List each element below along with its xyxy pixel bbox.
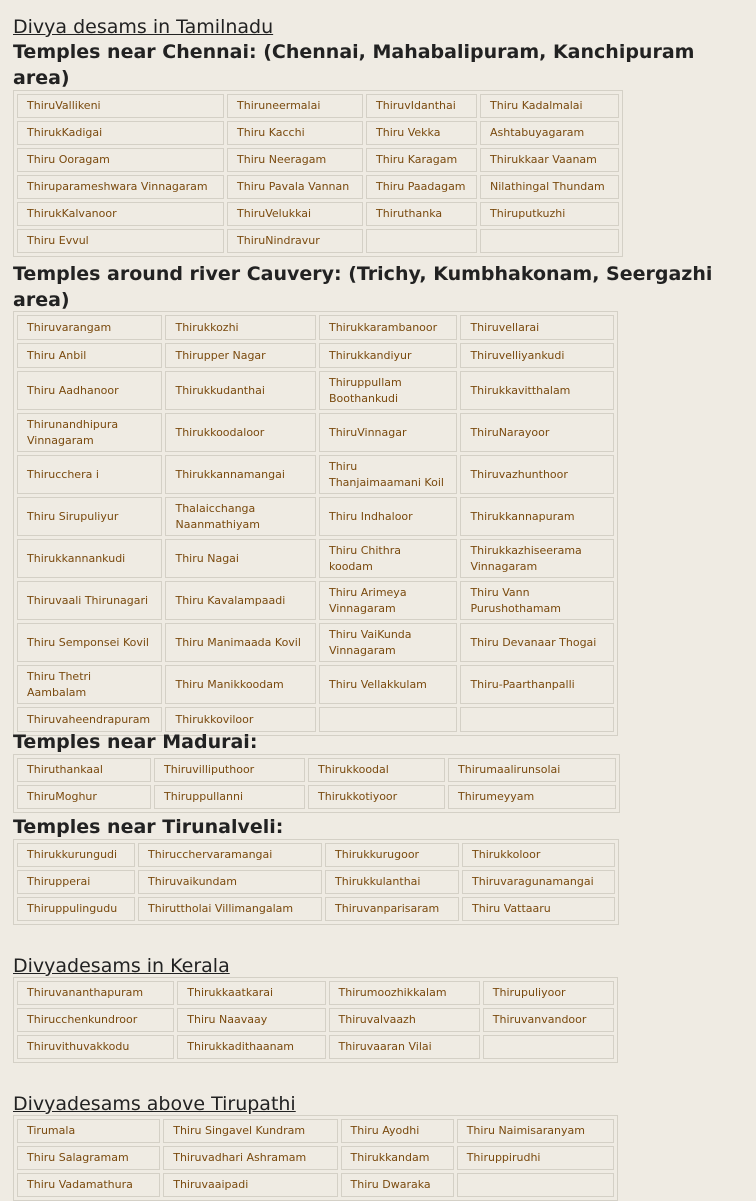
temple-link[interactable]: Ashtabuyagaram: [480, 121, 619, 145]
temple-link[interactable]: Thirukkannapuram: [460, 497, 614, 536]
temple-link[interactable]: Thiruputkuzhi: [480, 202, 619, 226]
table-row: [17, 229, 619, 253]
table-row: [17, 175, 619, 199]
temple-link[interactable]: Thiru Naimisaranyam: [457, 1119, 614, 1143]
temple-link[interactable]: Thiruvaragunamangai: [462, 870, 615, 894]
temple-link[interactable]: Nilathingal Thundam: [480, 175, 619, 199]
temple-link[interactable]: Thirukkoodaloor: [165, 413, 316, 452]
temple-link[interactable]: Thiru Vattaaru: [462, 897, 615, 921]
temple-link[interactable]: Thiruvelliyankudi: [460, 343, 614, 368]
temple-link[interactable]: ThiruNindravur: [227, 229, 363, 253]
temple-link[interactable]: Thiruvaheendrapuram: [17, 707, 162, 732]
table-row: [17, 121, 619, 145]
table-row: [17, 371, 614, 410]
temple-link[interactable]: ThirukKadigai: [17, 121, 224, 145]
temple-link[interactable]: Thirukkoodal: [308, 758, 445, 782]
cauvery-heading-rest: (Trichy, Kumbhakonam, Seergazhi area): [13, 263, 713, 311]
temple-link[interactable]: Thiru Naavaay: [177, 1008, 325, 1032]
temple-link[interactable]: Thiru VaiKunda Vinnagaram: [319, 623, 457, 662]
cauvery-heading-bold: Temples around river Cauvery:: [13, 263, 342, 285]
table-row: [17, 1119, 614, 1143]
temple-link[interactable]: Thiruvaaipadi: [163, 1173, 337, 1197]
temple-link[interactable]: Thiru Evvul: [17, 229, 224, 253]
temple-link[interactable]: Thirumoozhikkalam: [329, 981, 480, 1005]
kerala-temples-table: [13, 977, 618, 1063]
temple-link[interactable]: Thiru Ayodhi: [341, 1119, 454, 1143]
temple-link[interactable]: ThiruMoghur: [17, 785, 151, 809]
temple-link[interactable]: Thiruppullanni: [154, 785, 305, 809]
temple-link[interactable]: Thirumaalirunsolai: [448, 758, 616, 782]
table-row: [17, 1008, 614, 1032]
temple-link[interactable]: Thirukkannankudi: [17, 539, 162, 578]
table-row: [17, 455, 614, 494]
temple-link[interactable]: Thiruparameshwara Vinnagaram: [17, 175, 224, 199]
temple-link[interactable]: Thiruvanparisaram: [325, 897, 459, 921]
temple-link[interactable]: Thiru Aadhanoor: [17, 371, 162, 410]
temple-link[interactable]: Thirukkotiyoor: [308, 785, 445, 809]
table-row: [17, 94, 619, 118]
temple-link[interactable]: Thiru Salagramam: [17, 1146, 160, 1170]
table-row: [17, 1146, 614, 1170]
temple-link[interactable]: Thiru Paadagam: [366, 175, 477, 199]
temple-link[interactable]: Thiruvilliputhoor: [154, 758, 305, 782]
empty-cell: [457, 1173, 614, 1197]
table-row: [17, 413, 614, 452]
table-row: [17, 581, 614, 620]
table-row: [17, 665, 614, 704]
temple-link[interactable]: Thiruvadhari Ashramam: [163, 1146, 337, 1170]
temple-link[interactable]: Thiruppullam Boothankudi: [319, 371, 457, 410]
temple-link[interactable]: Thiru Vann Purushothamam: [460, 581, 614, 620]
temple-link[interactable]: Thiru Devanaar Thogai: [460, 623, 614, 662]
table-row: [17, 1173, 614, 1197]
tirunalveli-heading-bold: Temples near Tirunalveli:: [13, 816, 284, 838]
temple-link[interactable]: Tirumala: [17, 1119, 160, 1143]
temple-link[interactable]: Thirukkurungudi: [17, 843, 135, 867]
temple-link[interactable]: ThiruNarayoor: [460, 413, 614, 452]
tirunalveli-temples-table: [13, 839, 619, 925]
temple-link[interactable]: Thirukkavitthalam: [460, 371, 614, 410]
temple-link[interactable]: Thiruppulingudu: [17, 897, 135, 921]
table-row: [17, 202, 619, 226]
temple-link[interactable]: Thirukkaatkarai: [177, 981, 325, 1005]
temple-link[interactable]: Thiruthanka: [366, 202, 477, 226]
temple-link[interactable]: Thirukkozhi: [165, 315, 316, 340]
temple-link[interactable]: Thiru Ooragam: [17, 148, 224, 172]
temple-link[interactable]: Thiru Singavel Kundram: [163, 1119, 337, 1143]
table-row: [17, 315, 614, 340]
temple-link[interactable]: Thiru Kacchi: [227, 121, 363, 145]
empty-cell: [480, 229, 619, 253]
chennai-heading: [13, 39, 743, 91]
tamilnadu-title: Divya desams in Tamilnadu: [13, 16, 274, 38]
temple-link[interactable]: Thirukkurugoor: [325, 843, 459, 867]
temple-link[interactable]: Thiruvaaran Vilai: [329, 1035, 480, 1059]
temple-link[interactable]: Thiru Vellakkulam: [319, 665, 457, 704]
temple-link[interactable]: Thiru Manikkoodam: [165, 665, 316, 704]
temple-link[interactable]: Thirukkadithaanam: [177, 1035, 325, 1059]
temple-link[interactable]: Thiru Anbil: [17, 343, 162, 368]
table-row: [17, 981, 614, 1005]
tirupathi-temples-table: [13, 1115, 618, 1201]
temple-link[interactable]: Thiru Semponsei Kovil: [17, 623, 162, 662]
temple-link[interactable]: Thirukkazhiseerama Vinnagaram: [460, 539, 614, 578]
temple-link[interactable]: Thiruttholai Villimangalam: [138, 897, 322, 921]
table-row: [17, 1035, 614, 1059]
temple-link[interactable]: Thiru Vadamathura: [17, 1173, 160, 1197]
temple-link[interactable]: Thiruppirudhi: [457, 1146, 614, 1170]
temple-link[interactable]: Thirukkandam: [341, 1146, 454, 1170]
temple-link[interactable]: Thalaicchanga Naanmathiyam: [165, 497, 316, 536]
temple-link[interactable]: ThirukKalvanoor: [17, 202, 224, 226]
temple-link[interactable]: Thiru Karagam: [366, 148, 477, 172]
temple-link[interactable]: Thirupper Nagar: [165, 343, 316, 368]
tirunalveli-heading: [13, 814, 743, 840]
temple-link[interactable]: Thiru Neeragam: [227, 148, 363, 172]
temple-link[interactable]: ThiruVinnagar: [319, 413, 457, 452]
temple-link[interactable]: Thirukkaar Vaanam: [480, 148, 619, 172]
temple-link[interactable]: Thirucchenkundroor: [17, 1008, 174, 1032]
temple-link[interactable]: Thiru Chithra koodam: [319, 539, 457, 578]
table-row: [17, 897, 615, 921]
temple-link[interactable]: Thirupperai: [17, 870, 135, 894]
temple-link[interactable]: Thirucchervaramangai: [138, 843, 322, 867]
temple-link[interactable]: ThiruVallikeni: [17, 94, 224, 118]
temple-link[interactable]: Thiru Thanjaimaamani Koil: [319, 455, 457, 494]
temple-link[interactable]: Thirukkarambanoor: [319, 315, 457, 340]
temple-link[interactable]: Thiruvazhunthoor: [460, 455, 614, 494]
temple-link[interactable]: Thiruvellarai: [460, 315, 614, 340]
kerala-title: Divyadesams in Kerala: [13, 955, 230, 977]
temple-link[interactable]: Thiruvithuvakkodu: [17, 1035, 174, 1059]
temple-link[interactable]: Thiruneermalai: [227, 94, 363, 118]
temple-link[interactable]: Thiru Arimeya Vinnagaram: [319, 581, 457, 620]
tirupathi-title: Divyadesams above Tirupathi: [13, 1093, 296, 1115]
temple-link[interactable]: Thiruvarangam: [17, 315, 162, 340]
table-row: [17, 343, 614, 368]
temple-link[interactable]: Thiruvaikundam: [138, 870, 322, 894]
temple-link[interactable]: Thiruvalvaazh: [329, 1008, 480, 1032]
table-row: [17, 785, 616, 809]
temple-link[interactable]: Thiru Kavalampaadi: [165, 581, 316, 620]
table-row: [17, 148, 619, 172]
temple-link[interactable]: Thiruvaali Thirunagari: [17, 581, 162, 620]
empty-cell: [366, 229, 477, 253]
temple-link[interactable]: Thiru Nagai: [165, 539, 316, 578]
table-row: [17, 623, 614, 662]
temple-link[interactable]: ThiruVelukkai: [227, 202, 363, 226]
madurai-heading-bold: Temples near Madurai:: [13, 731, 258, 753]
temple-link[interactable]: Thiru Sirupuliyur: [17, 497, 162, 536]
temple-link[interactable]: Thirukkandiyur: [319, 343, 457, 368]
temple-link[interactable]: Thirukkoviloor: [165, 707, 316, 732]
cauvery-heading: [13, 261, 743, 313]
temple-link[interactable]: Thirumeyyam: [448, 785, 616, 809]
temple-link[interactable]: Thiru Vekka: [366, 121, 477, 145]
temple-link[interactable]: Thiru Pavala Vannan: [227, 175, 363, 199]
temple-link[interactable]: Thiru Indhaloor: [319, 497, 457, 536]
temple-link[interactable]: Thiru Kadalmalai: [480, 94, 619, 118]
temple-link[interactable]: Thiruvananthapuram: [17, 981, 174, 1005]
temple-link[interactable]: Thiruvanvandoor: [483, 1008, 614, 1032]
temple-link[interactable]: Thirukkoloor: [462, 843, 615, 867]
madurai-temples-table: [13, 754, 620, 813]
table-row: [17, 758, 616, 782]
temple-link[interactable]: Thirukkannamangai: [165, 455, 316, 494]
chennai-heading-bold: Temples near Chennai:: [13, 41, 257, 63]
madurai-heading: [13, 729, 743, 755]
chennai-heading-rest: (Chennai, Mahabalipuram, Kanchipuram area): [13, 41, 695, 89]
temple-link[interactable]: Thiruthankaal: [17, 758, 151, 782]
table-row: [17, 870, 615, 894]
chennai-temples-table: [13, 90, 623, 257]
temple-link[interactable]: Thirukkulanthai: [325, 870, 459, 894]
temple-link[interactable]: Thirunandhipura Vinnagaram: [17, 413, 162, 452]
temple-link[interactable]: Thiru Thetri Aambalam: [17, 665, 162, 704]
table-row: [17, 843, 615, 867]
temple-link[interactable]: Thirupuliyoor: [483, 981, 614, 1005]
temple-link[interactable]: ThiruvIdanthai: [366, 94, 477, 118]
temple-link[interactable]: Thiru-Paarthanpalli: [460, 665, 614, 704]
table-row: [17, 497, 614, 536]
temple-link[interactable]: Thiru Dwaraka: [341, 1173, 454, 1197]
temple-link[interactable]: Thiru Manimaada Kovil: [165, 623, 316, 662]
temple-link[interactable]: Thirucchera i: [17, 455, 162, 494]
cauvery-temples-table: [13, 311, 618, 736]
table-row: [17, 539, 614, 578]
empty-cell: [483, 1035, 614, 1059]
temple-link[interactable]: Thirukkudanthai: [165, 371, 316, 410]
